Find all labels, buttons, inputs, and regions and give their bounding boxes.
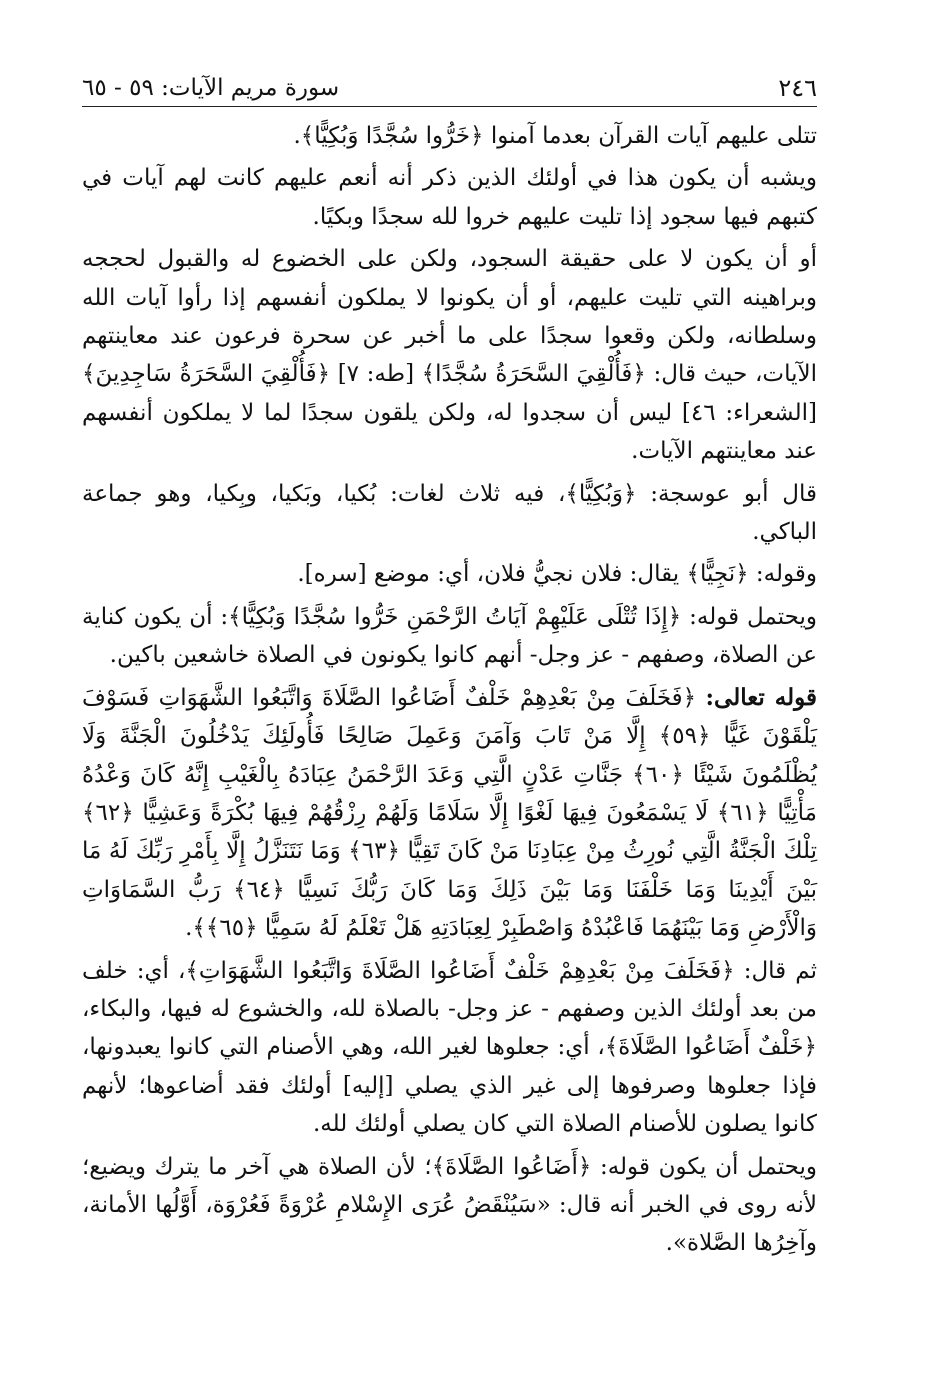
quran-verses: ﴿فَخَلَفَ مِنْ بَعْدِهِمْ خَلْفٌ أَضَاعُوا الصَّلَاةَ وَاتَّبَعُوا الشَّهَوَاتِ فَسَوْفَ يَلْقَوْنَ غَيًّا ﴿٥٩﴾ إِلَّا مَنْ تَابَ وَآمَنَ وَعَمِلَ صَالِحًا فَأُولَئِكَ يَدْخُلُونَ الْجَنَّةَ وَلَا يُظْلَمُونَ شَيْئًا ﴿٦٠﴾ جَنَّاتِ عَدْنٍ الَّتِي وَعَدَ الرَّحْمَنُ عِبَادَهُ بِالْغَيْبِ إِنَّهُ كَانَ وَعْدُهُ مَأْتِيًّا ﴿٦١﴾ لَا يَسْمَعُونَ فِيهَا لَغْوًا إِلَّا سَلَامًا وَلَهُمْ رِزْقُهُمْ فِيهَا بُكْرَةً وَعَشِيًّا ﴿٦٢﴾ تِلْكَ الْجَنَّةُ الَّتِي نُورِثُ مِنْ عِبَادِنَا مَنْ كَانَ تَقِيًّا ﴿٦٣﴾ وَمَا نَتَنَزَّلُ إِلَّا بِأَمْرِ رَبِّكَ لَهُ مَا بَيْنَ أَيْدِينَا وَمَا خَلْفَنَا وَمَا بَيْنَ ذَلِكَ وَمَا كَانَ رَبُّكَ نَسِيًّا ﴿٦٤﴾ رَبُّ السَّمَاوَاتِ وَالْأَرْضِ وَمَا بَيْنَهُمَا فَاعْبُدْهُ وَاصْطَبِرْ لِعِبَادَتِهِ هَلْ تَعْلَمُ لَهُ سَمِيًّا ﴿٦٥﴾﴾. [82, 684, 818, 942]
paragraph-6: ويحتمل قوله: ﴿إِذَا تُتْلَى عَلَيْهِمْ آيَاتُ الرَّحْمَنِ خَرُّوا سُجَّدًا وَبُكِيًّا﴾: أن يكون كناية عن الصلاة، وصفهم - عز وجل- أنهم كانوا يكونون في الصلاة خاشعين باكين. [82, 603, 817, 669]
paragraph-3: أو أن يكون لا على حقيقة السجود، ولكن على الخضوع له والقبول لحججه وبراهينه التي تليت عليهم، أو أن يكونوا لا يملكون أنفسهم إذا رأوا آيات الله وسلطانه، ولكن وقعوا سجدًا على ما أخبر عن سحرة فرعون عند معاينتهم الآيات، حيث قال: ﴿فَأُلْقِيَ السَّحَرَةُ سُجَّدًا﴾ [طه: ٧] ﴿فَأُلْقِيَ السَّحَرَةُ سَاجِدِينَ﴾ [الشعراء: ٤٦] ليس أن سجدوا له، ولكن يلقون سجدًا لما لا يملكون أنفسهم عند معاينتهم الآيات. [82, 246, 817, 465]
page-number: ٢٤٦ [778, 74, 817, 102]
page-body [82, 117, 817, 1263]
page-header [82, 62, 817, 107]
paragraph-7: ثم قال: ﴿فَخَلَفَ مِنْ بَعْدِهِمْ خَلْفٌ أَضَاعُوا الصَّلَاةَ وَاتَّبَعُوا الشَّهَوَاتِ﴾، أي: خلف من بعد أولئك الذين وصفهم - عز وجل- بالصلاة لله، والخشوع له فيها، والبكاء، ﴿خَلْفٌ أَضَاعُوا الصَّلَاةَ﴾، أي: جعلوها لغير الله، وهي الأصنام التي كانوا يعبدونها، فإذا جعلوها وصرفوها إلى غير الذي يصلي [إليه] أولئك فقد أضاعوها؛ لأنهم كانوا يصلون للأصنام الصلاة التي كان يصلي أولئك لله. [82, 957, 817, 1138]
verse-label: قوله تعالى: [705, 683, 818, 711]
paragraph-1: تتلى عليهم آيات القرآن بعدما آمنوا ﴿خَرُّوا سُجَّدًا وَبُكِيًّا﴾. [293, 123, 817, 149]
paragraph-2: ويشبه أن يكون هذا في أولئك الذين ذكر أنه أنعم عليهم كانت لهم آيات في كتبهم فيها سجود إذا تليت عليهم خروا لله سجدًا وبكيًا. [82, 165, 817, 230]
verse-section [82, 679, 817, 948]
paragraph-4: قال أبو عوسجة: ﴿وَبُكِيًّا﴾، فيه ثلاث لغات: بُكيا، وبَكيا، وبِكيا، وهو جماعة الباكي. [82, 480, 817, 546]
paragraph-5: وقوله: ﴿نَجِيًّا﴾ يقال: فلان نجيُّ فلان، أي: موضع [سره]. [297, 561, 817, 588]
running-title: سورة مريم الآيات: ٥٩ - ٦٥ [82, 75, 340, 101]
paragraph-8: ويحتمل أن يكون قوله: ﴿أَضَاعُوا الصَّلَاةَ﴾؛ لأن الصلاة هي آخر ما يترك ويضيع؛ لأنه روى في الخبر أنه قال: «سَيُنْقَضُ عُرَى الإِسْلامِ عُرْوَةً فَعُرْوَة، أَوَّلُها الأمانة، وآخِرُها الصَّلاة». [82, 1153, 817, 1257]
